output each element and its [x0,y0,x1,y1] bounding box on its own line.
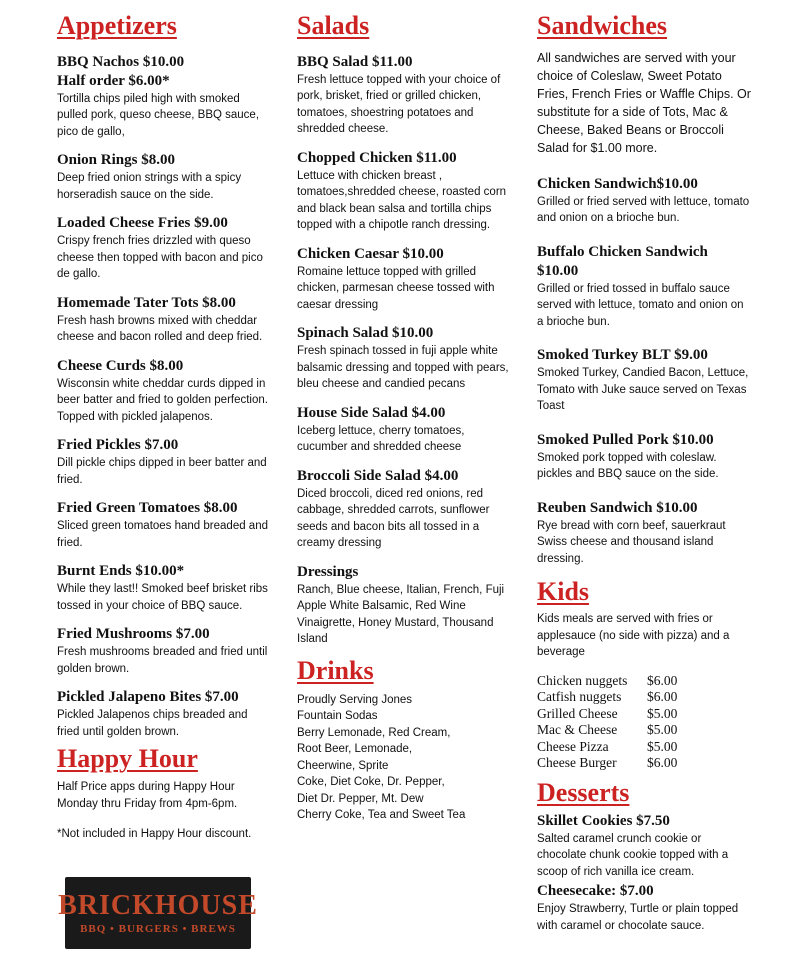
menu-item [297,53,512,138]
item-desc: Fresh mushrooms breaded and fried until golden brown. [57,646,268,675]
kids-item-name: Grilled Cheese [537,705,618,721]
menu-item [297,563,512,648]
logo-tagline: BBQ • BURGERS • BREWS [80,923,236,935]
item-name: Loaded Cheese Fries $9.00 [57,215,228,232]
kids-item-name: Cheese Pizza [537,738,609,754]
item-desc: Smoked pork topped with coleslaw. pickles and BBQ sauce on the side. [537,451,719,481]
desserts-heading: Desserts [537,777,630,807]
menu-item [57,562,272,614]
item-desc: Deep fried onion strings with a spicy horseradish sauce on the side. [57,172,242,201]
menu-item [297,404,512,456]
item-name: Dressings [297,563,359,580]
menu-item [537,882,752,934]
kids-item-price: $6.00 [647,672,678,688]
appetizers-heading: Appetizers [57,11,177,40]
menu-item [57,436,272,488]
item-desc: Romaine lettuce topped with grilled chicken, parmesan cheese tossed with caesar dressing [297,265,495,311]
item-desc: While they last!! Smoked beef brisket ribs tossed in your choice of BBQ sauce. [57,583,268,612]
sandwiches-heading: Sandwiches [537,11,668,40]
item-name: Cheese Curds $8.00 [57,357,184,374]
kids-item-price: $6.00 [647,689,678,705]
drinks-line: Proudly Serving Jones [297,693,413,706]
item-name: Chicken Sandwich$10.00 [537,175,698,192]
item-name: Chopped Chicken $11.00 [297,149,457,166]
item-name: Homemade Tater Tots $8.00 [57,294,236,311]
kids-heading: Kids [537,577,590,607]
item-desc: Fresh lettuce topped with your choice of pork, brisket, fried or grilled chicken, tomatoes, shoestring potatoes and shredded cheese. [297,73,501,136]
item-desc: Grilled or fried served with lettuce, tomato and onion on a brioche bun. [537,195,750,225]
item-desc: Crispy french fries drizzled with queso cheese then topped with bacon and pico de gallo. [57,235,263,281]
happy-hour-text: Half Price apps during Happy Hour Monday thru Friday from 4pm-6pm. [57,781,238,810]
item-desc: Tortilla chips piled high with smoked pulled pork, queso cheese, BBQ sauce, pico de gallo, [57,92,260,138]
item-name: Cheesecake: $7.00 [537,883,654,900]
kids-item-name: Cheese Burger [537,755,617,771]
item-name: Chicken Caesar $10.00 [297,245,444,262]
kids-price-list [537,673,752,772]
item-name: Skillet Cookies $7.50 [537,812,670,829]
column-right [537,0,752,934]
drinks-line: Fountain Sodas [297,710,378,723]
menu-item [537,499,752,568]
item-desc: Enjoy Strawberry, Turtle or plain topped with caramel or chocolate sauce. [537,903,739,932]
item-desc: Salted caramel crunch cookie or chocolate chunk cookie topped with a scoop of rich vanilla ice cream. [537,832,729,878]
menu-item [537,243,752,331]
menu-item [297,149,512,234]
kids-item [537,755,752,772]
menu-item [297,245,512,314]
item-desc: Smoked Turkey, Candied Bacon, Lettuce, Tomato with Juke sauce served on Texas Toast [537,367,749,413]
drinks-line: Cherry Coke, Tea and Sweet Tea [297,809,466,822]
item-desc: Sliced green tomatoes hand breaded and fried. [57,520,268,549]
item-desc: Grilled or fried tossed in buffalo sauce served with lettuce, tomato and onion on a brioche bun. [537,282,744,328]
salads-heading: Salads [297,11,370,40]
menu-item [537,175,752,227]
drinks-heading: Drinks [297,655,374,685]
item-name: Fried Pickles $7.00 [57,437,179,454]
menu-item [57,499,272,551]
kids-item-name: Catfish nuggets [537,689,622,705]
item-name: Broccoli Side Salad $4.00 [297,467,459,484]
kids-item-price: $5.00 [647,738,678,754]
menu-item [297,467,512,552]
item-desc: Dill pickle chips dipped in beer batter and fried. [57,457,267,486]
item-desc: Lettuce with chicken breast , tomatoes,shredded cheese, roasted corn and black bean salsa and tortilla chips topped with a chipotle ranch dressing. [297,169,507,232]
item-name: Smoked Pulled Pork $10.00 [537,431,714,448]
item-name: Fried Mushrooms $7.00 [57,626,210,643]
item-desc: Iceberg lettuce, cherry tomatoes, cucumber and shredded cheese [297,424,465,454]
menu-item [537,812,752,881]
item-name: Spinach Salad $10.00 [297,325,434,342]
kids-item [537,689,752,706]
item-name: Pickled Jalapeno Bites $7.00 [57,689,239,706]
column-left [57,0,272,843]
kids-item [537,722,752,739]
item-desc: Fresh hash browns mixed with cheddar cheese and bacon rolled and deep fried. [57,314,263,344]
kids-item-name: Chicken nuggets [537,672,628,688]
drinks-list [297,692,512,824]
kids-item-name: Mac & Cheese [537,722,618,738]
item-name: BBQ Salad $11.00 [297,53,413,70]
item-desc: Pickled Jalapenos chips breaded and fried until golden brown. [57,709,248,738]
column-middle [297,0,512,824]
menu-item [537,346,752,415]
item-desc: Rye bread with corn beef, sauerkraut Swiss cheese and thousand island dressing. [537,519,726,565]
item-desc: Diced broccoli, diced red onions, red cabbage, shredded carrots, sunflower seeds and bacon bits all tossed in a creamy dressing [297,487,490,550]
drinks-line: Diet Dr. Pepper, Mt. Dew [297,792,424,805]
menu-item [297,324,512,393]
menu-item [57,688,272,740]
menu-item [57,214,272,283]
drinks-line: Root Beer, Lemonade, [297,743,413,756]
kids-item [537,706,752,723]
kids-item-price: $6.00 [647,755,678,771]
kids-intro: Kids meals are served with fries or applesauce (no side with pizza) and a beverage [537,613,730,659]
logo-wordmark: BRICKHOUSE [58,890,258,921]
item-name: Reuben Sandwich $10.00 [537,499,698,516]
happy-hour-note: *Not included in Happy Hour discount. [57,828,252,841]
item-desc: Wisconsin white cheddar curds dipped in beer batter and fried to golden perfection. Topped with pickled jalapenos. [57,377,268,423]
menu-item [57,294,272,346]
menu-item [57,151,272,203]
menu-item [57,625,272,677]
item-name: Fried Green Tomatoes $8.00 [57,500,238,517]
item-name: Burnt Ends $10.00* [57,563,185,580]
item-desc: Ranch, Blue cheese, Italian, French, Fuji Apple White Balsamic, Red Wine Vinaigrette, Honey Mustard, Thousand Island [297,583,505,646]
drinks-line: Coke, Diet Coke, Dr. Pepper, [297,776,445,789]
kids-item-price: $5.00 [647,722,678,738]
item-desc: Fresh spinach tossed in fuji apple white balsamic dressing and topped with pears, bleu cheese and candied pecans [297,345,509,391]
kids-item-price: $5.00 [647,705,678,721]
kids-item [537,673,752,690]
drinks-line: Berry Lemonade, Red Cream, [297,726,451,739]
kids-item [537,739,752,756]
item-name: BBQ Nachos $10.00 Half order $6.00* [57,53,185,89]
item-name: House Side Salad $4.00 [297,404,446,421]
menu-item [57,357,272,426]
drinks-line: Cheerwine, Sprite [297,759,389,772]
menu-item [57,53,272,141]
item-name: Onion Rings $8.00 [57,152,175,169]
sandwiches-intro: All sandwiches are served with your choice of Coleslaw, Sweet Potato Fries, French Fries or Waffle Chips. Or substitute for a side of Tots, Mac & Cheese, Baked Beans or Broccoli Salad for $1.00 more. [537,50,751,155]
menu-item [537,431,752,483]
happy-hour-heading: Happy Hour [57,744,198,774]
brickhouse-logo [58,877,258,949]
item-name: Smoked Turkey BLT $9.00 [537,347,708,364]
item-name: Buffalo Chicken Sandwich $10.00 [537,243,708,279]
